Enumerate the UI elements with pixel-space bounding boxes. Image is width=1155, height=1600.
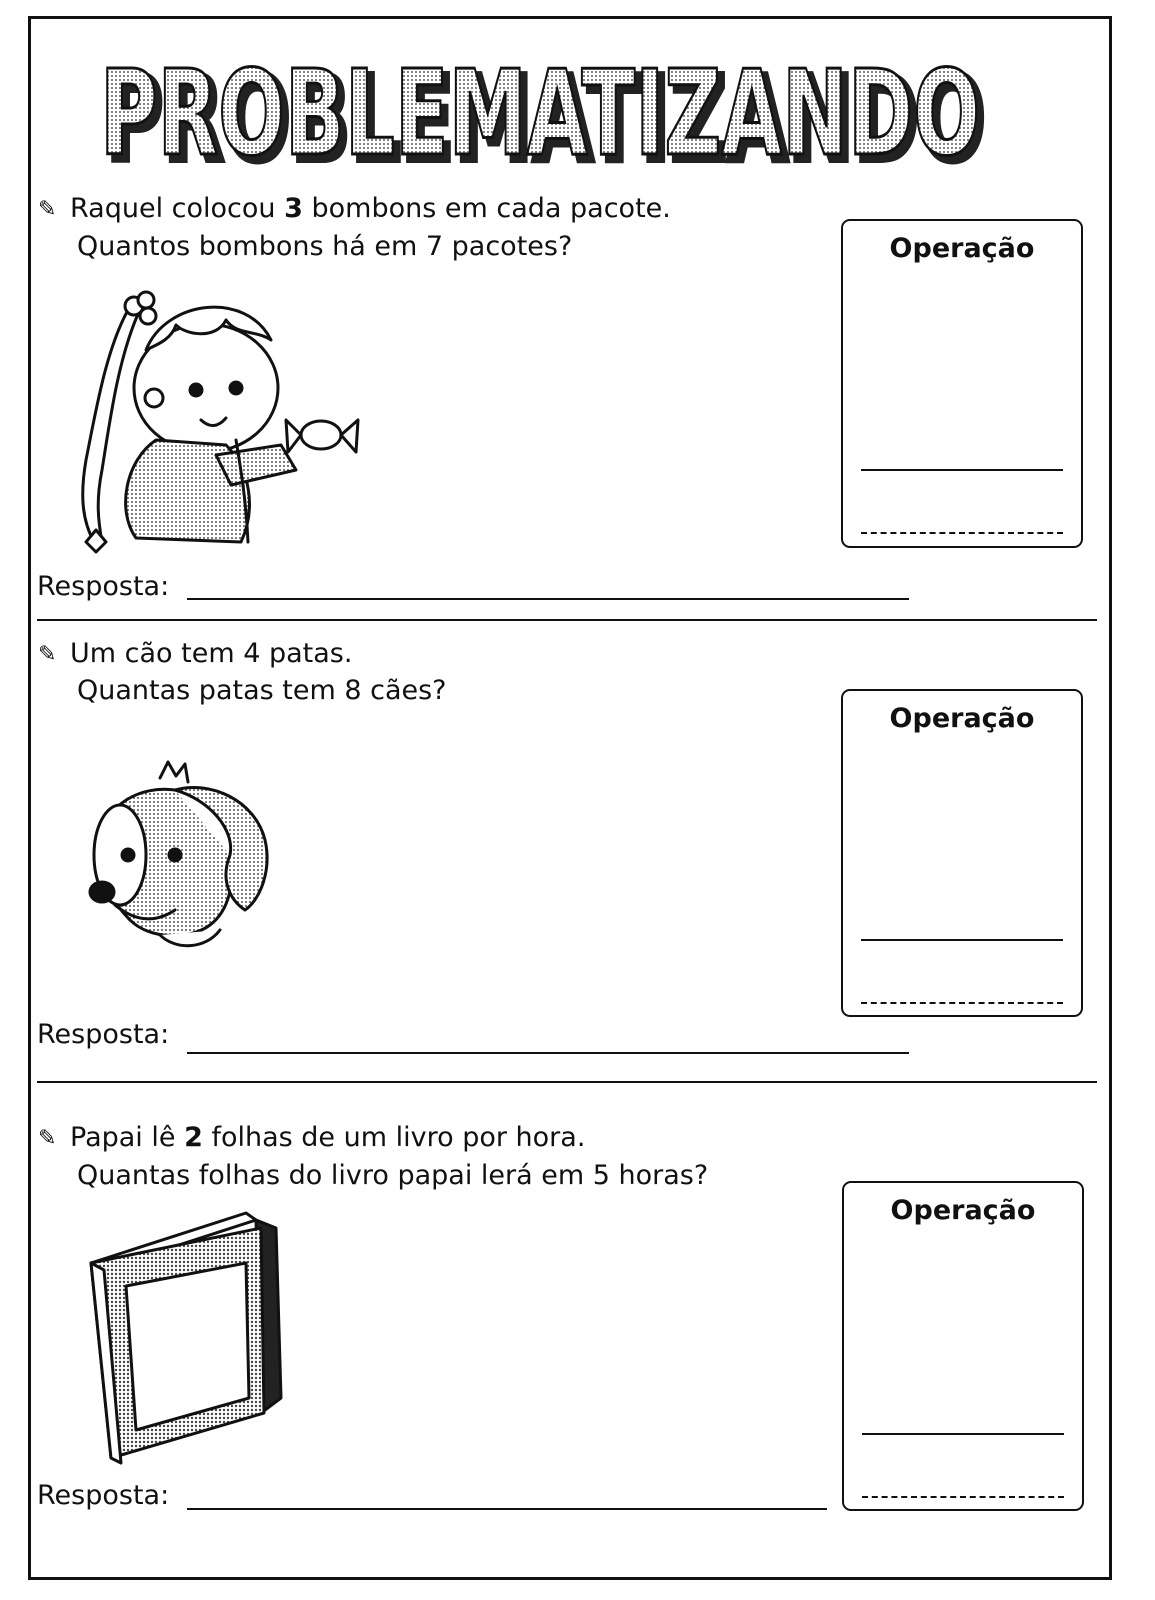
answer-label-1: Resposta:: [37, 571, 170, 602]
girl-with-candy-icon: [66, 280, 386, 574]
operation-title: Operação: [889, 703, 1035, 734]
operation-box-2[interactable]: [841, 689, 1083, 1017]
operation-box-1[interactable]: [841, 219, 1083, 548]
pencil-icon: ✎: [38, 197, 57, 222]
operation-box-3[interactable]: [842, 1181, 1084, 1511]
question-2-line-2: Quantas patas tem 8 cães?: [77, 675, 447, 706]
question-1-line-1: ✎ Raquel colocou 3 bombons em cada pacote.: [38, 191, 671, 228]
operation-title: Operação: [890, 1195, 1036, 1226]
title-shadow: PROBLEMATIZANDO: [106, 50, 986, 184]
answer-line-2[interactable]: [187, 1052, 909, 1054]
operation-result-line[interactable]: [861, 469, 1063, 471]
question-3-line-1: ✎ Papai lê 2 folhas de um livro por hora.: [38, 1120, 585, 1157]
question-1-line-2: Quantos bombons há em 7 pacotes?: [77, 231, 573, 262]
answer-label-2: Resposta:: [37, 1019, 170, 1050]
dog-head-icon: [80, 760, 280, 964]
operation-dashed-line: [861, 532, 1063, 534]
question-3-line-2: Quantas folhas do livro papai lerá em 5 horas?: [77, 1160, 709, 1191]
worksheet-title: [78, 34, 1008, 184]
title-text: PROBLEMATIZANDO: [100, 44, 980, 182]
pencil-icon: ✎: [38, 642, 57, 667]
answer-line-3[interactable]: [187, 1508, 827, 1510]
book-icon: [86, 1208, 291, 1472]
answer-line-1[interactable]: [187, 598, 909, 600]
operation-result-line[interactable]: [862, 1433, 1064, 1435]
section-divider: [37, 619, 1097, 621]
section-divider: [37, 1081, 1097, 1083]
answer-label-3: Resposta:: [37, 1480, 170, 1511]
operation-title: Operação: [889, 233, 1035, 264]
operation-dashed-line: [862, 1496, 1064, 1498]
operation-dashed-line: [861, 1002, 1063, 1004]
operation-result-line[interactable]: [861, 939, 1063, 941]
question-2-line-1: ✎ Um cão tem 4 patas.: [38, 636, 352, 673]
pencil-icon: ✎: [38, 1126, 57, 1151]
